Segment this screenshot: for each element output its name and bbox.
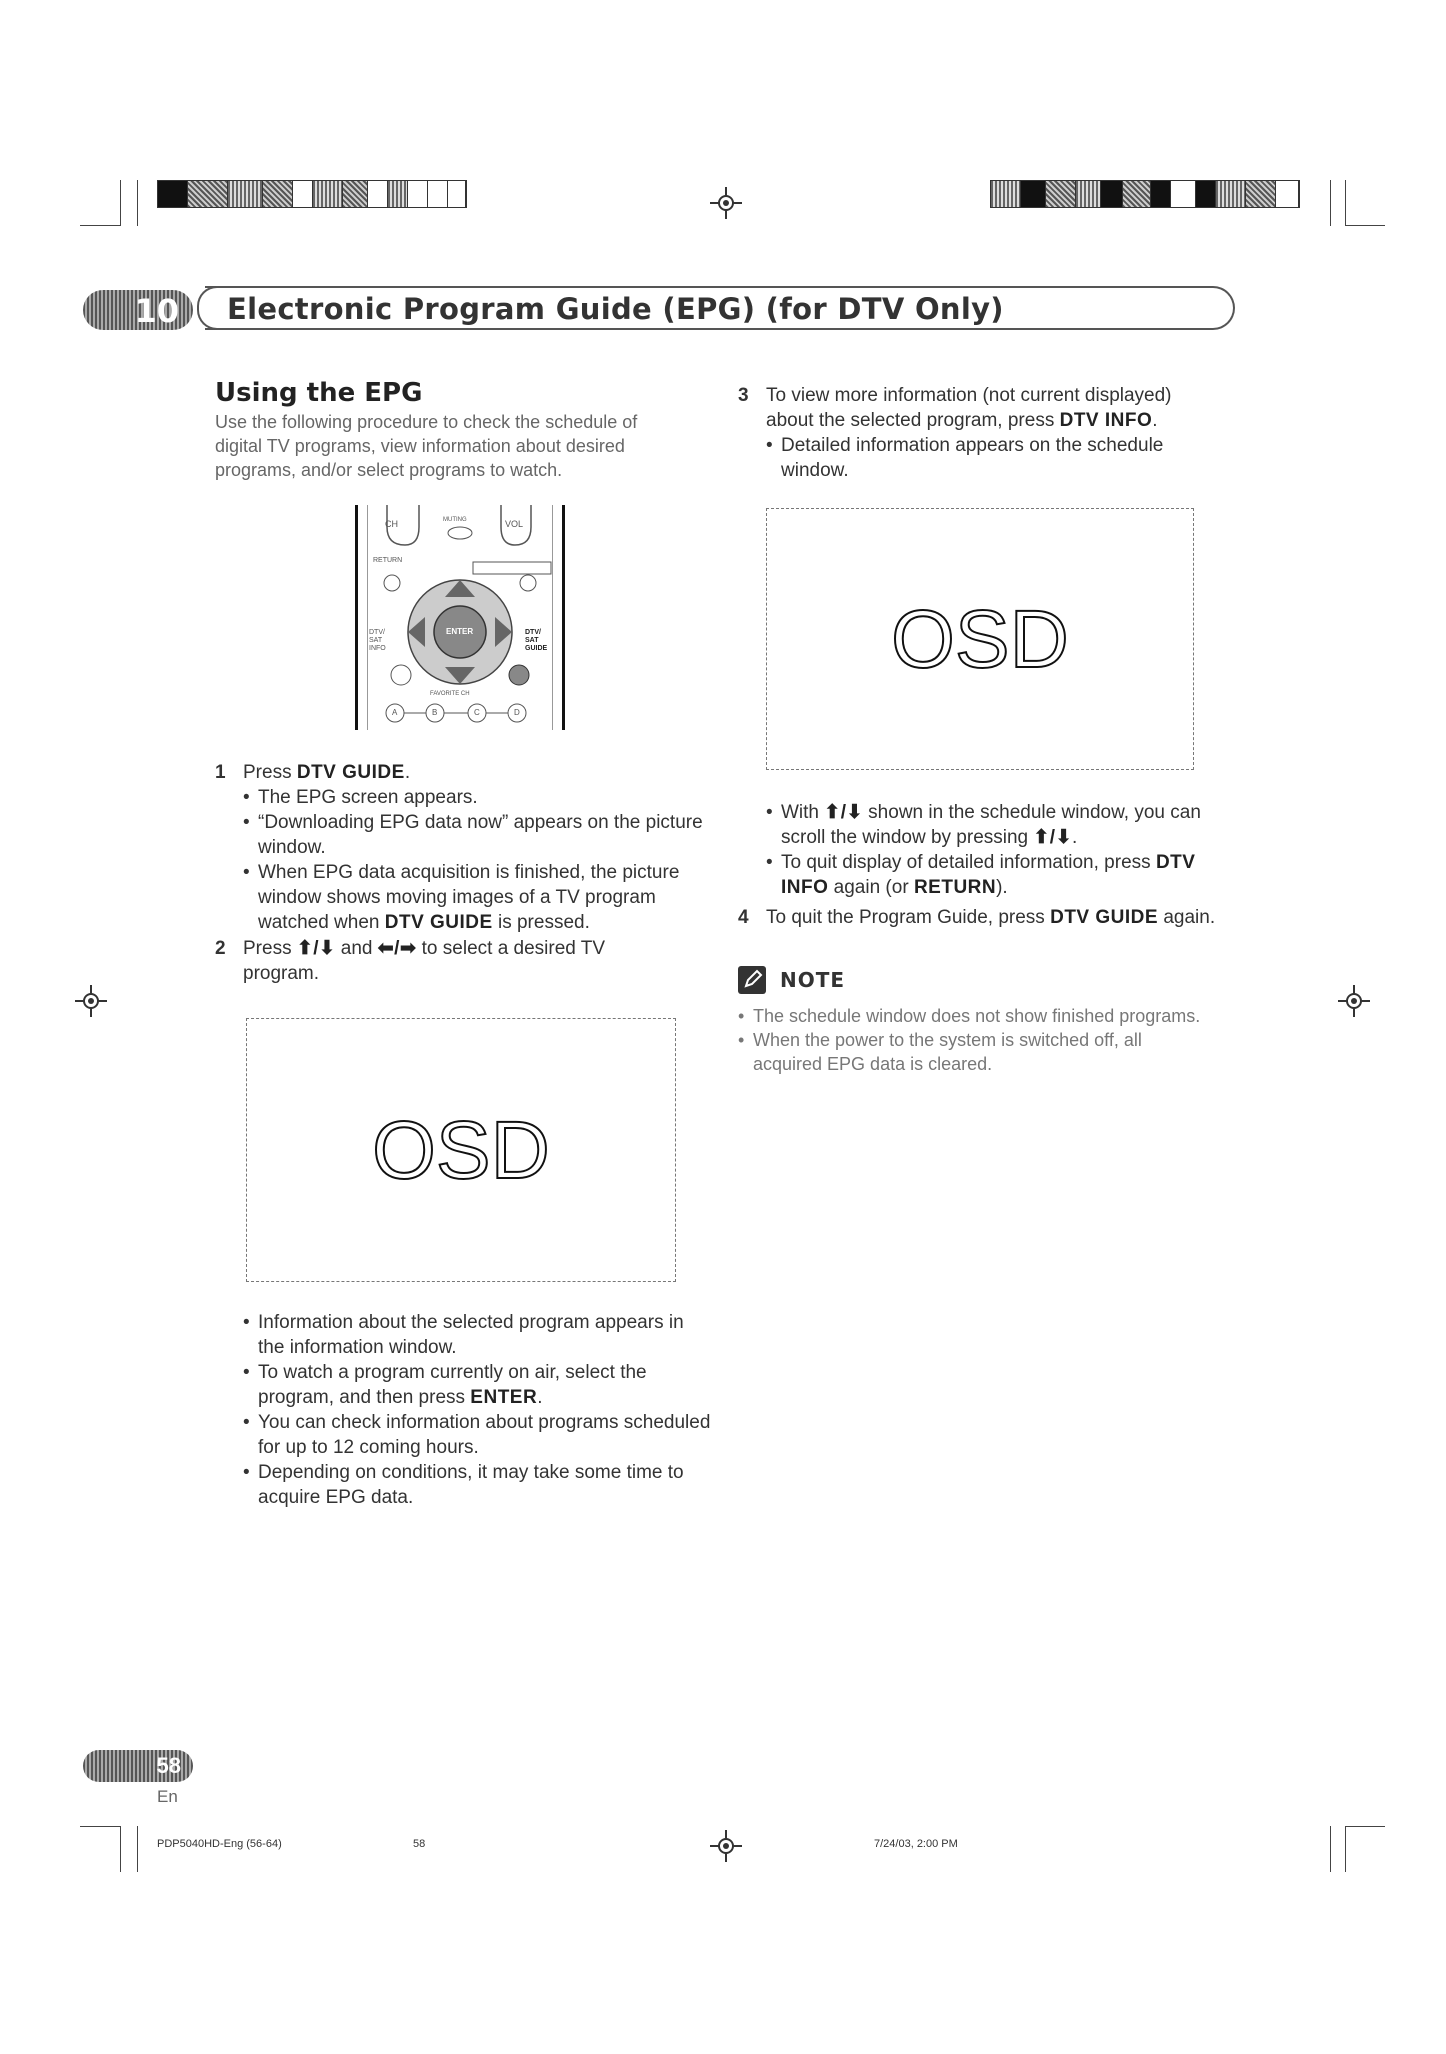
remote-label-return: RETURN (373, 557, 403, 564)
bullet: • “Downloading EPG data now” appears on the picture window. (243, 810, 715, 860)
registration-mark (710, 187, 742, 219)
step-number: 3 (738, 385, 749, 406)
text: To watch a program currently on air, select the program, and then press (258, 1362, 647, 1408)
text: ). (996, 877, 1008, 898)
step-3-text (766, 383, 1218, 433)
step-number: 4 (738, 907, 749, 928)
remote-label-dtv-sat-guide: DTV/ SAT GUIDE (525, 629, 548, 652)
key-label: ENTER (470, 1387, 538, 1408)
note-item: • The schedule window does not show finished programs. (738, 1004, 1208, 1028)
step-1-bullets (243, 785, 715, 935)
bullet-list (243, 1310, 715, 1510)
text: When EPG data acquisition is finished, the picture window shows moving images of a TV program watched when (258, 862, 680, 933)
bullet: • Information about the selected program appears in the information window. (243, 1310, 715, 1360)
crop-mark (1345, 180, 1346, 226)
step-number: 2 (215, 938, 226, 959)
text: To quit the Program Guide, press (766, 907, 1051, 928)
crop-mark (137, 1826, 138, 1872)
text: . (404, 762, 411, 783)
registration-mark (75, 985, 107, 1017)
bullet: • The EPG screen appears. (243, 785, 715, 810)
registration-mark (1338, 985, 1370, 1017)
crop-mark (1330, 1826, 1331, 1872)
osd-label: OSD (372, 1105, 550, 1196)
color-bar-right (990, 180, 1300, 208)
text: again (or (828, 877, 914, 898)
bullet (766, 850, 1218, 900)
remote-label-enter: ENTER (446, 627, 474, 636)
chapter-number: 10 (134, 292, 179, 330)
crop-mark (1345, 225, 1385, 226)
bullet (243, 1360, 715, 1410)
footer-date: 7/24/03, 2:00 PM (874, 1838, 958, 1850)
text: and (335, 938, 378, 959)
step-4 (738, 905, 1218, 930)
crop-mark (1345, 1826, 1346, 1872)
bullet: • Detailed information appears on the schedule window. (766, 433, 1218, 483)
osd-placeholder-1 (246, 1018, 676, 1282)
registration-mark (710, 1830, 742, 1862)
remote-button-a: A (392, 708, 398, 717)
crop-mark (1345, 1826, 1385, 1827)
crop-mark (120, 1826, 121, 1872)
crop-mark (80, 225, 120, 226)
step-3-bullets (766, 433, 1218, 483)
arrow-keys: ⬅/➡ (377, 938, 417, 959)
key-label: DTV GUIDE (384, 912, 493, 933)
chapter-title: Electronic Program Guide (EPG) (for DTV Only) (227, 292, 1004, 326)
key-label: DTV GUIDE (1050, 907, 1159, 928)
arrow-keys: ⬆/⬇ (296, 938, 336, 959)
page-number: 58 (156, 1753, 181, 1778)
text: Press (243, 762, 297, 783)
step-1-text (243, 760, 715, 785)
bullet: • You can check information about programs scheduled for up to 12 coming hours. (243, 1410, 715, 1460)
remote-button-c: C (474, 708, 480, 717)
key-label: RETURN (913, 877, 997, 898)
step-2-text (243, 936, 673, 986)
step-1 (215, 760, 715, 935)
text: is pressed. (492, 912, 590, 933)
remote-illustration (355, 505, 565, 730)
bullet-list (766, 800, 1218, 900)
note-item: • When the power to the system is switched off, all acquired EPG data is cleared. (738, 1028, 1208, 1076)
section-intro: Use the following procedure to check the schedule of digital TV programs, view information about desired programs, and/or select programs to watch. (215, 412, 638, 480)
text: . (1072, 827, 1078, 848)
note-icon (738, 966, 766, 994)
footer-file: PDP5040HD-Eng (56-64) (157, 1838, 282, 1850)
key-label: DTV INFO (1059, 410, 1153, 431)
key-label: DTV INFO (781, 852, 1196, 898)
step-2-bullets (215, 1310, 715, 1510)
step-3 (738, 383, 1218, 483)
text: shown in the schedule window, you can scroll the window by pressing (781, 802, 1201, 848)
text: Press (243, 938, 297, 959)
crop-mark (137, 180, 138, 226)
text: With (781, 802, 825, 823)
chapter-title-bar (205, 286, 1235, 330)
color-bar-left (157, 180, 467, 208)
crop-mark (80, 1826, 120, 1827)
page-lang: En (157, 1787, 178, 1806)
footer-page: 58 (413, 1838, 426, 1850)
section-heading: Using the EPG (215, 378, 423, 408)
crop-mark (1330, 180, 1331, 226)
bullet (766, 800, 1218, 850)
step-number: 1 (215, 762, 226, 783)
note-list (738, 1004, 1208, 1076)
text: To view more information (not current displayed) about the selected program, press (766, 385, 1172, 431)
crop-mark (120, 180, 121, 226)
step-3-after (738, 800, 1218, 900)
text: to select a desired TV program. (243, 938, 606, 984)
bullet (243, 860, 715, 935)
text: To quit display of detailed information, press (781, 852, 1156, 873)
step-2 (215, 936, 715, 986)
text: . (537, 1387, 543, 1408)
note-title: NOTE (780, 968, 846, 992)
chapter-badge (83, 290, 193, 330)
page-number-badge (83, 1750, 193, 1782)
osd-placeholder-2 (766, 508, 1194, 770)
remote-label-muting: MUTING (443, 517, 467, 523)
bullet: • Depending on conditions, it may take some time to acquire EPG data. (243, 1460, 715, 1510)
remote-label-vol: VOL (505, 519, 524, 529)
step-4-text (766, 905, 1218, 930)
text: again. (1158, 907, 1216, 928)
remote-button-b: B (432, 708, 438, 717)
key-label: DTV GUIDE (296, 762, 405, 783)
remote-button-d: D (514, 708, 520, 717)
remote-label-ch: CH (385, 519, 398, 529)
text: . (1152, 410, 1158, 431)
remote-label-dtv-sat-info: DTV/ SAT INFO (369, 629, 386, 652)
osd-label: OSD (891, 594, 1069, 685)
remote-label-favorite-ch: FAVORITE CH (430, 691, 470, 697)
arrow-keys: ⬆/⬇ (824, 802, 863, 823)
arrow-keys: ⬆/⬇ (1033, 827, 1073, 848)
